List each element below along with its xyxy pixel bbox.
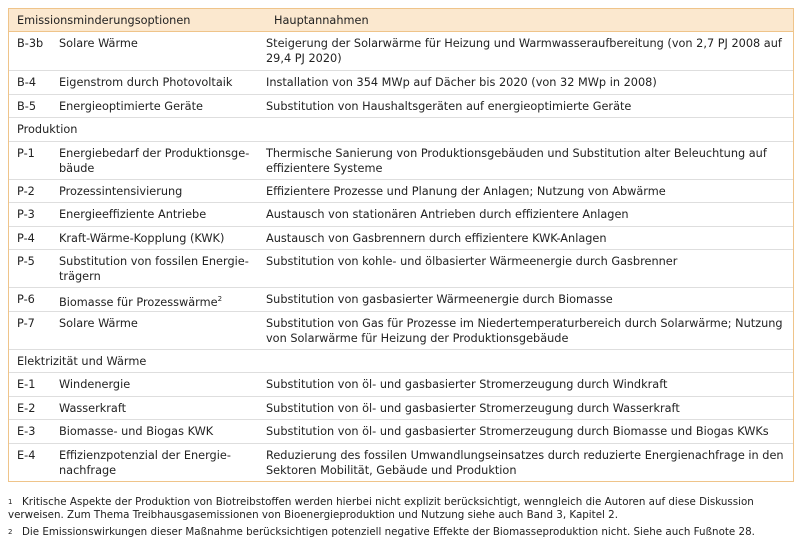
option-text: Substitution von fossilen Energieträgern xyxy=(59,255,249,283)
header-options: Emissionsminderungsoptionen xyxy=(17,14,191,27)
option-text: Prozessintensivierung xyxy=(59,184,183,198)
option-code: E-4 xyxy=(17,448,36,462)
option-text: Effizienzpotenzial der Energienachfrage xyxy=(59,448,231,477)
table-row xyxy=(9,443,793,481)
option-code: B-3b xyxy=(17,37,44,50)
option-name xyxy=(59,424,266,443)
option-text: Solare Wärme xyxy=(59,37,138,50)
option-name xyxy=(59,99,266,118)
table-row xyxy=(9,419,793,443)
assumption: Austausch von Gasbrennern durch effizientere KWK-Anlagen xyxy=(266,231,607,245)
option-text: Wasserkraft xyxy=(59,401,127,415)
table-row xyxy=(9,226,793,250)
section-row xyxy=(9,117,793,141)
measures-table xyxy=(8,8,794,482)
table-row xyxy=(9,179,793,203)
option-text: Energieoptimierte Geräte xyxy=(59,99,203,113)
table-row xyxy=(9,202,793,226)
assumption: Installation von 354 MWp auf Dächer bis 2020 (von 32 MWp in 2008) xyxy=(266,76,657,89)
option-text: Biomasse- und Biogas KWK xyxy=(59,425,214,438)
option-name xyxy=(59,401,266,420)
option-code: P-7 xyxy=(17,316,35,330)
table-header xyxy=(9,9,793,32)
option-code: P-5 xyxy=(17,255,35,268)
footnote xyxy=(8,496,794,522)
option-text: Windenergie xyxy=(59,378,131,391)
assumption: Austausch von stationären Antrieben durch effizientere Anlagen xyxy=(266,208,629,221)
footnote-text: Die Emissionswirkungen dieser Maßnahme berücksichtigen potenziell negative Effekte der Biomasseproduktion nicht. Siehe auch Fußnote 28. xyxy=(22,526,755,538)
option-text: Solare Wärme xyxy=(59,316,138,330)
assumption: Substitution von öl- und gasbasierter Stromerzeugung durch Windkraft xyxy=(266,378,668,391)
assumption: Thermische Sanierung von Produktionsgebäuden und Substitution alter Beleuchtung auf effizientere Systeme xyxy=(266,146,767,175)
assumption: Substitution von kohle- und ölbasierter Wärmeenergie durch Gasbrenner xyxy=(266,255,678,268)
section-label: Elektrizität und Wärme xyxy=(17,354,147,368)
table-row xyxy=(9,94,793,118)
option-name xyxy=(59,146,266,179)
footnote-ref: 2 xyxy=(217,295,223,303)
table-row xyxy=(9,287,793,311)
table-row xyxy=(9,141,793,179)
option-name xyxy=(59,36,266,70)
option-code: E-1 xyxy=(17,378,36,391)
footnote-mark: 1 xyxy=(8,498,13,506)
option-text: Biomasse für Prozesswärme xyxy=(59,295,218,309)
option-code: P-1 xyxy=(17,146,35,160)
option-name xyxy=(59,292,266,311)
option-name xyxy=(59,184,266,203)
footnote-mark: 2 xyxy=(8,528,13,536)
option-code: P-3 xyxy=(17,208,35,221)
assumption: Substitution von öl- und gasbasierter Stromerzeugung durch Biomasse und Biogas KWKs xyxy=(266,425,769,438)
option-text: Kraft-Wärme-Kopplung (KWK) xyxy=(59,231,225,245)
option-text: Energieeffiziente Antriebe xyxy=(59,208,207,221)
assumption: Substitution von Gas für Prozesse im Niedertemperaturbereich durch Solarwärme; Nutzung von Solarwärme für Heizung der Produktionsgebäude xyxy=(266,316,783,345)
option-code: E-3 xyxy=(17,425,36,438)
option-name xyxy=(59,207,266,226)
assumption: Reduzierung des fossilen Umwandlungseinsatzes durch reduzierte Energienachfrage in den Sektoren Mobilität, Gebäude und Produktion xyxy=(266,448,784,477)
option-code: E-2 xyxy=(17,401,36,415)
option-name xyxy=(59,316,266,349)
assumption: Effizientere Prozesse und Planung der Anlagen; Nutzung von Abwärme xyxy=(266,184,666,198)
option-code: P-6 xyxy=(17,293,35,306)
table-row xyxy=(9,70,793,94)
table-row xyxy=(9,311,793,349)
option-code: P-4 xyxy=(17,231,35,245)
assumption: Substitution von gasbasierter Wärmeenergie durch Biomasse xyxy=(266,293,613,306)
option-text: Eigenstrom durch Photovoltaik xyxy=(59,76,233,89)
table-row xyxy=(9,396,793,420)
table-row xyxy=(9,32,793,70)
option-name xyxy=(59,377,266,396)
footnote-text: Kritische Aspekte der Produktion von Biotreibstoffen werden hierbei nicht explizit berücksichtigt, wenngleich die Autoren auf diese Diskussion verweisen. Zum Thema Treibhausgasemissionen von Bioenergieproduktion und Nutzung siehe auch Band 3, Kapitel 2. xyxy=(8,496,754,521)
option-code: B-4 xyxy=(17,76,37,89)
option-text: Energiebedarf der Produktionsgebäude xyxy=(59,146,250,175)
table-row xyxy=(9,372,793,396)
assumption: Substitution von öl- und gasbasierter Stromerzeugung durch Wasserkraft xyxy=(266,401,680,415)
section-label: Produktion xyxy=(17,123,78,136)
option-name xyxy=(59,75,266,94)
option-code: P-2 xyxy=(17,184,35,198)
option-name xyxy=(59,448,266,481)
table-row xyxy=(9,249,793,287)
assumption: Steigerung der Solarwärme für Heizung und Warmwasseraufbereitung (von 2,7 PJ 2008 auf 29,4 PJ 2020) xyxy=(266,37,782,65)
option-name xyxy=(59,231,266,250)
header-assumptions: Hauptannahmen xyxy=(274,14,369,27)
option-code: B-5 xyxy=(17,99,37,113)
option-name xyxy=(59,254,266,287)
section-row xyxy=(9,349,793,373)
footnote xyxy=(8,526,794,539)
assumption: Substitution von Haushaltsgeräten auf energieoptimierte Geräte xyxy=(266,99,632,113)
